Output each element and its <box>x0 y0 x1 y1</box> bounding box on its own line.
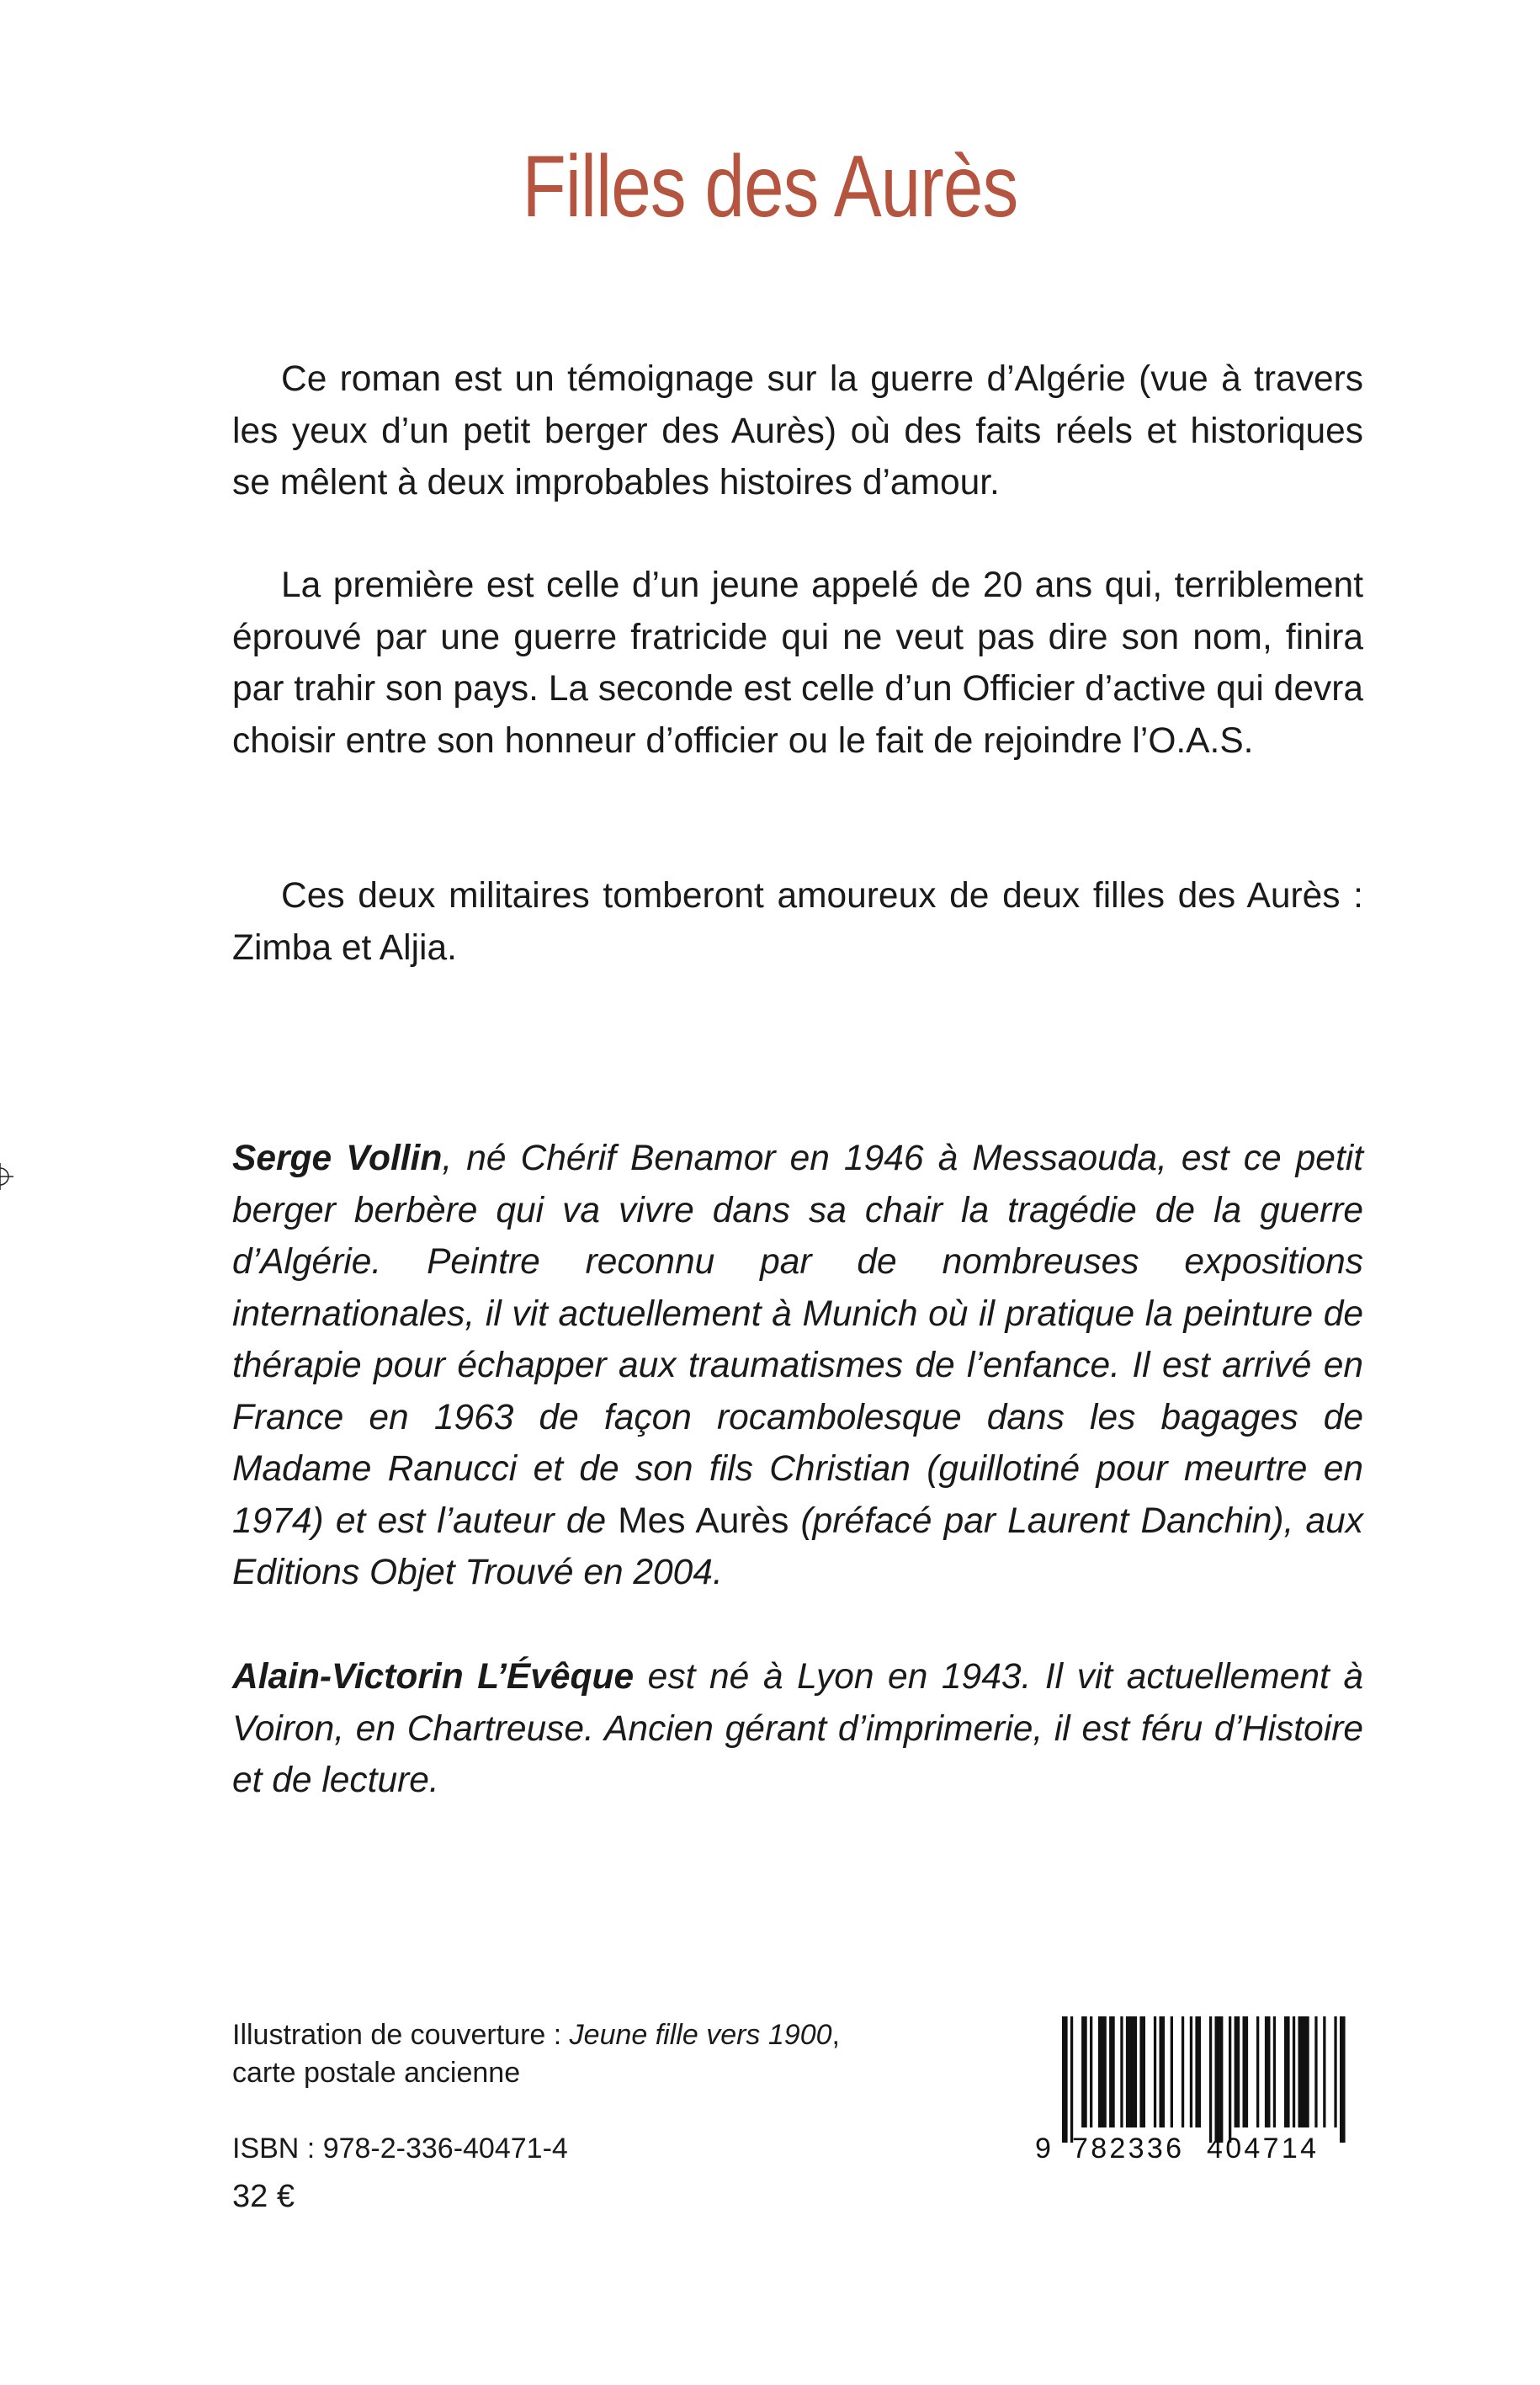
barcode-bar <box>1190 2016 1192 2127</box>
barcode-bar <box>1098 2016 1107 2127</box>
barcode-bar <box>1160 2016 1166 2127</box>
barcode-bar <box>1109 2016 1115 2127</box>
barcode-bar <box>1195 2016 1201 2127</box>
barcode-bar <box>1235 2016 1240 2127</box>
blurb-text-1: Ce roman est un témoignage sur la guerre d’Algérie (vue à travers les yeux d’un petit berger des Aurès) où des faits réels et historiques se mêlent à deux improbables histoires d’amour. <box>232 359 1363 502</box>
bio-text-b: (préfacé par Laurent Danchin), aux Editions Objet Trouvé en 2004. <box>232 1501 1364 1592</box>
barcode-bar <box>1062 2016 1068 2143</box>
credit-line-2: carte postale ancienne <box>232 2057 521 2089</box>
barcode-bar <box>1139 2016 1145 2127</box>
cover-illustration-credit <box>232 2016 840 2092</box>
book-title: Filles des Aurès <box>522 138 1018 236</box>
isbn: ISBN : 978-2-336-40471-4 <box>232 2133 568 2165</box>
book-reference: Mes Aurès <box>618 1501 789 1541</box>
blurb-paragraph-2 <box>232 560 1363 767</box>
barcode-bar <box>1120 2016 1123 2127</box>
barcode-bars <box>1062 2016 1346 2143</box>
credit-label: Illustration de couverture : <box>232 2019 570 2051</box>
barcode-bar <box>1284 2016 1290 2127</box>
barcode-bar <box>1293 2016 1295 2127</box>
author-bio-serge-vollin <box>232 1133 1363 1599</box>
barcode-bar <box>1171 2016 1173 2127</box>
barcode-bar <box>1154 2016 1156 2127</box>
barcode-bar <box>1273 2016 1276 2127</box>
barcode-bar <box>1070 2016 1073 2143</box>
barcode-bar <box>1298 2016 1309 2127</box>
barcode-lead-digit: 9 <box>1035 2133 1051 2165</box>
bio-text-a: , né Chérif Benamor en 1946 à Messaouda, est ce petit berger berbère qui va vivre dans sa chair la tragédie de la guerre d’Algérie. Peintre reconnu par de nombreuses expositions internationales, il vit actuellement à Munich où il pratique la peinture de thérapie pour échapper aux traumatismes de l’enfance. Il est arrivé en France en 1963 de façon rocambolesque dans les bagages de Madame Ranucci et de son fils Christian (guillotiné pour meurtre en 1974) et est l’auteur de <box>232 1139 1363 1541</box>
blurb-paragraph-1 <box>232 353 1363 509</box>
barcode-bar <box>1215 2016 1224 2143</box>
credit-comma: , <box>831 2019 840 2051</box>
author-name-alain-victorin: Alain-Victorin L’Évêque <box>232 1657 635 1697</box>
barcode-bar <box>1340 2016 1346 2143</box>
barcode <box>1030 2015 1346 2176</box>
barcode-bar <box>1243 2016 1249 2127</box>
barcode-bar <box>1081 2016 1087 2127</box>
barcode-bar <box>1256 2016 1259 2127</box>
barcode-right-digits: 404714 <box>1207 2133 1316 2165</box>
blurb-text-2: La première est celle d’un jeune appelé de 20 ans qui, terriblement éprouvé par une guerre fratricide qui ne veut pas dire son nom, finira par trahir son pays. La seconde est celle d’un Officier d’active qui devra choisir entre son honneur d’officier ou le fait de rejoindre l’O.A.S. <box>232 566 1363 761</box>
credit-work-title: Jeune fille vers 1900 <box>569 2019 832 2051</box>
bio2-text: est né à Lyon en 1943. Il vit actuellement à Voiron, en Chartreuse. Ancien gérant d’imprimerie, il est féru d’Histoire et de lecture. <box>232 1657 1364 1800</box>
barcode-bar <box>1090 2016 1092 2127</box>
blurb-paragraph-3 <box>232 870 1363 974</box>
barcode-bar <box>1323 2016 1325 2127</box>
registration-mark-icon <box>0 1163 13 1190</box>
barcode-bar <box>1229 2016 1231 2143</box>
barcode-left-digits: 782336 <box>1072 2133 1182 2165</box>
barcode-bar <box>1314 2016 1317 2127</box>
barcode-bar <box>1126 2016 1137 2127</box>
barcode-bar <box>1334 2016 1336 2127</box>
author-bio-alain-victorin <box>232 1651 1363 1807</box>
blurb-text-3: Ces deux militaires tomberont amoureux de deux filles des Aurès : Zimba et Aljia. <box>232 876 1363 968</box>
barcode-bar <box>1265 2016 1271 2127</box>
price: 32 € <box>232 2179 295 2214</box>
credit-line-1 <box>232 2016 840 2054</box>
author-name-serge-vollin: Serge Vollin <box>232 1139 443 1178</box>
barcode-bar <box>1182 2016 1184 2127</box>
barcode-bar <box>1209 2016 1212 2143</box>
